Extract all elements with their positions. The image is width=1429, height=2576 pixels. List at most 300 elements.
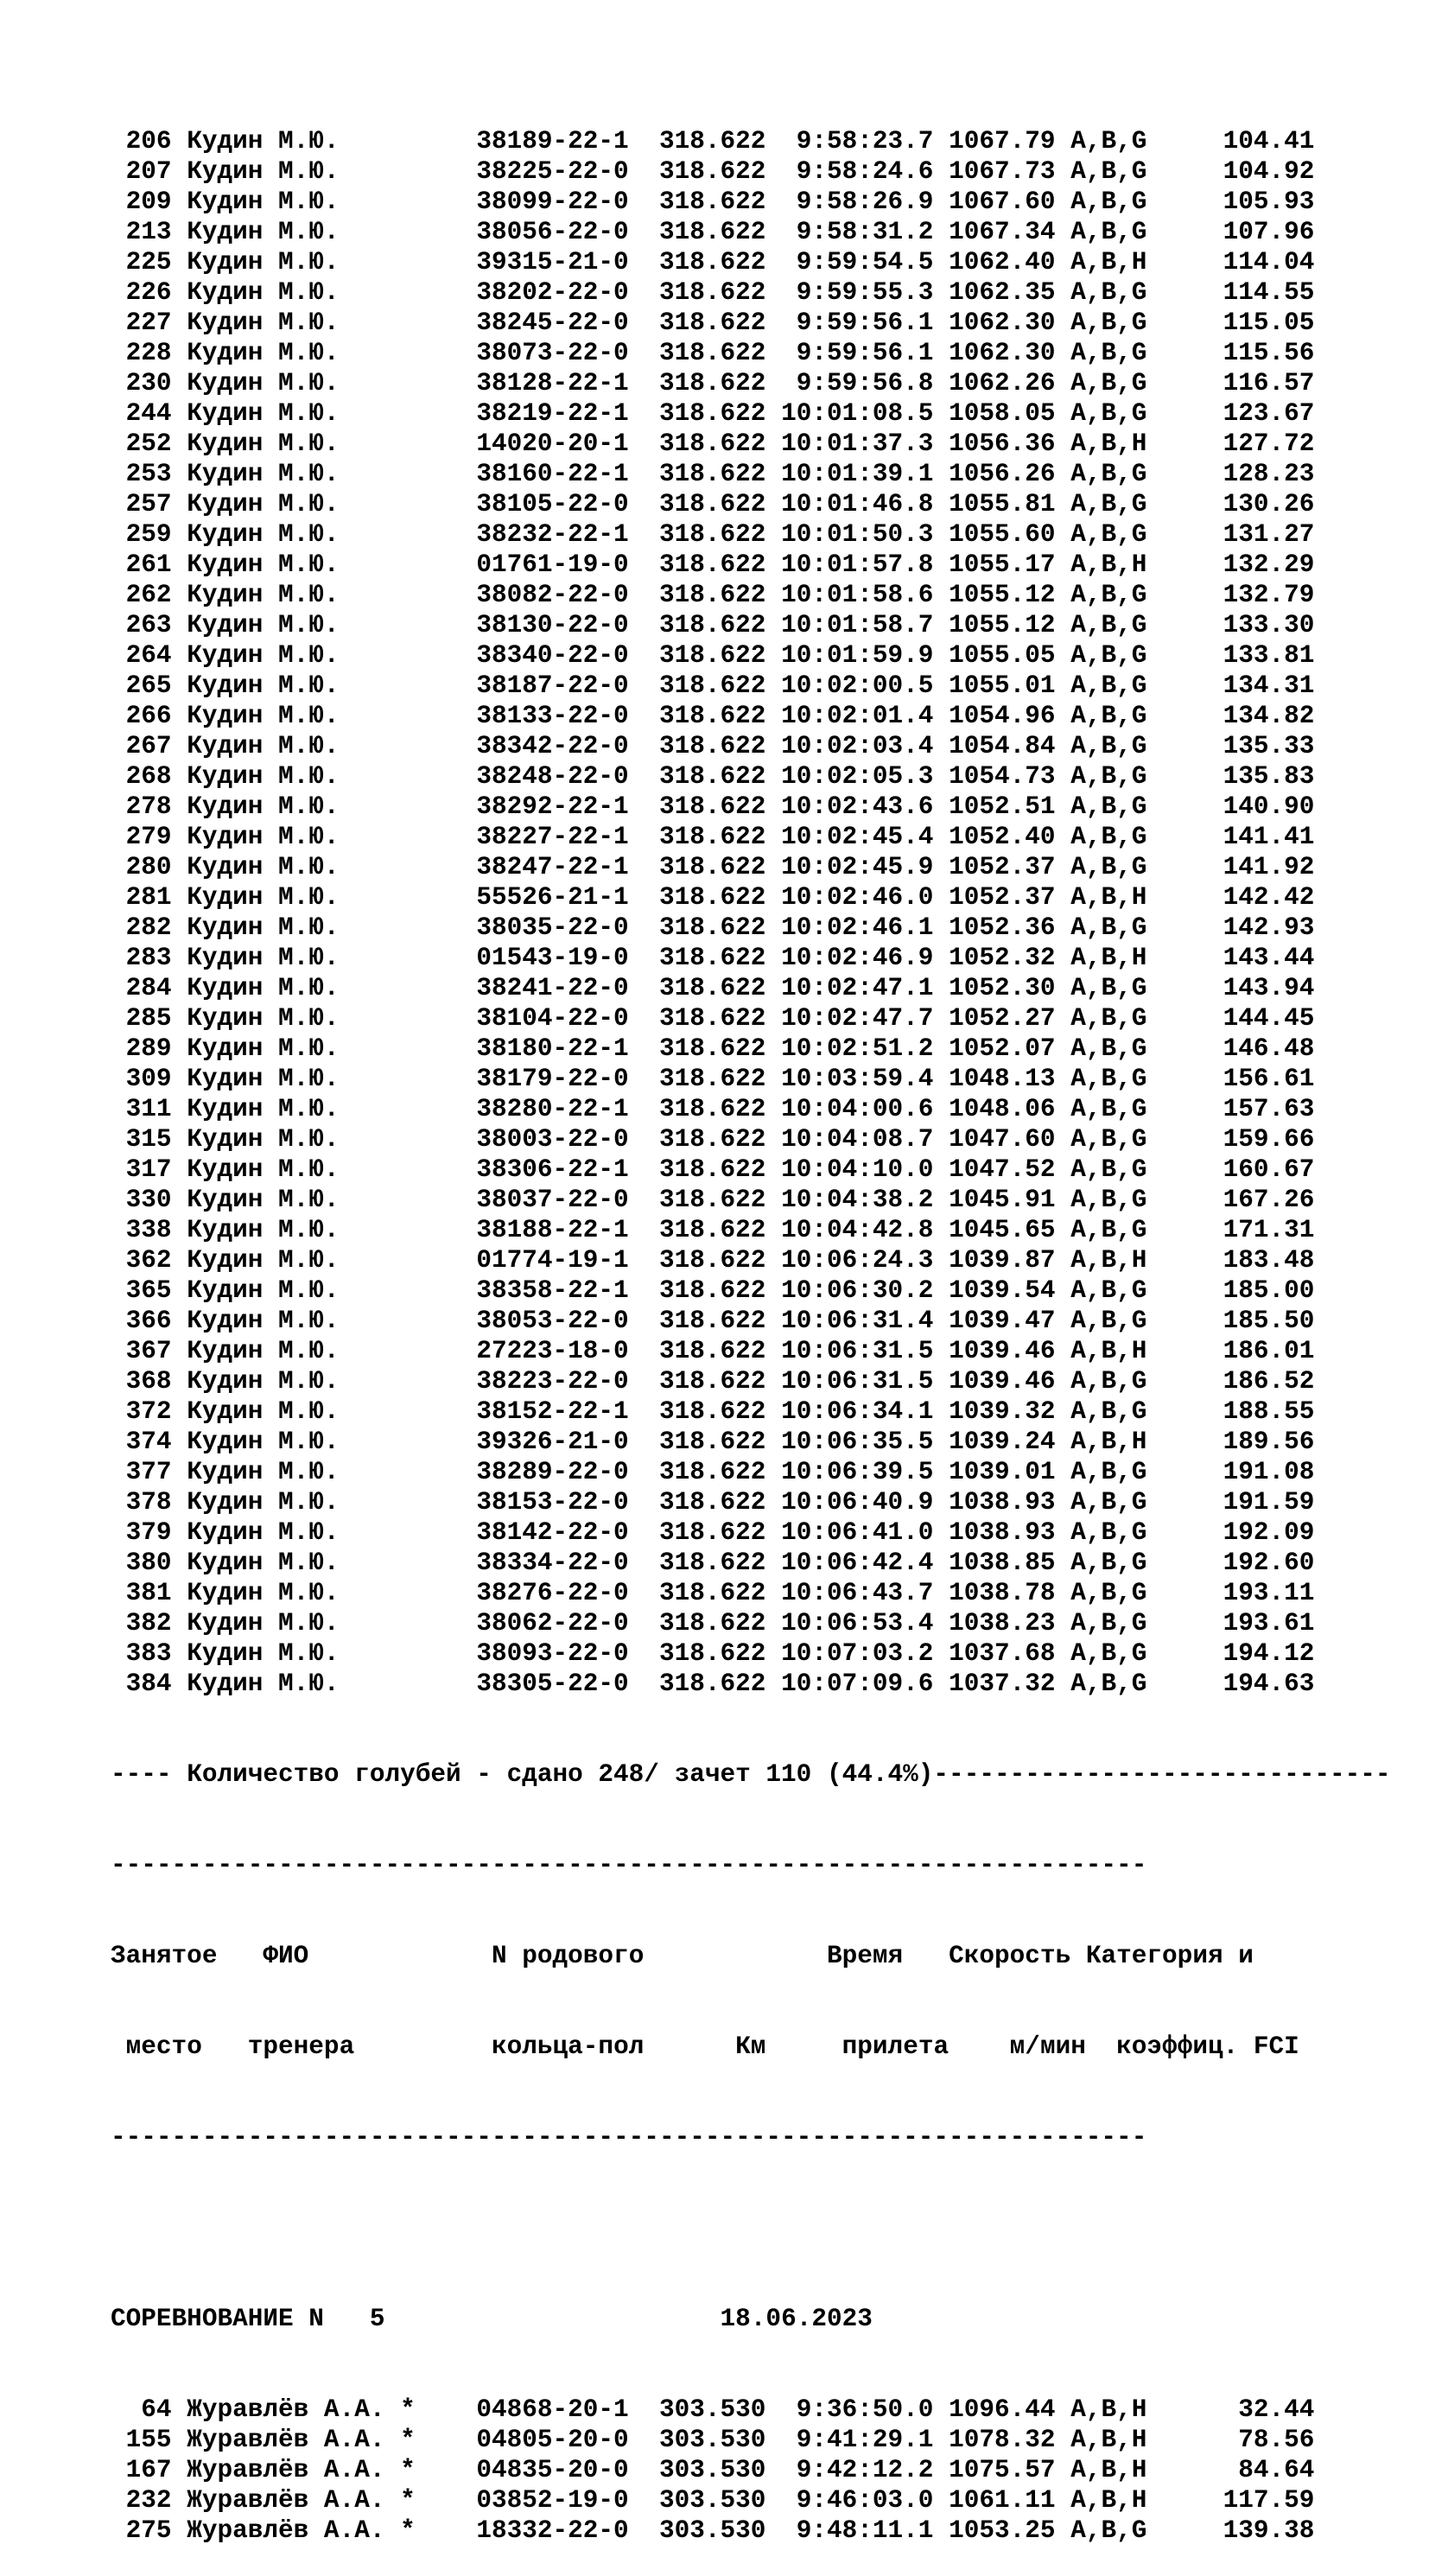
cell-time: 10:06:40.9: [765, 1488, 934, 1517]
cell-time: 10:06:41.0: [765, 1518, 934, 1547]
cell-category: A,B,H: [1055, 550, 1147, 579]
cell-category: A,B,G: [1055, 913, 1147, 942]
cell-ring: 18332-22-0: [476, 2516, 659, 2545]
cell-place: 263: [111, 611, 172, 639]
gap: [765, 2032, 842, 2061]
cell-ring: 38223-22-0: [476, 1367, 659, 1396]
cell-coef: 114.04: [1146, 248, 1315, 277]
cell-name: Кудин М.Ю.: [171, 369, 385, 398]
table-row: [111, 2425, 1407, 2455]
cell-speed: 1067.34: [933, 218, 1056, 246]
cell-name: Кудин М.Ю.: [171, 1095, 385, 1123]
gap: [903, 1942, 949, 1970]
cell-km: 318.622: [658, 460, 766, 488]
cell-km: 318.622: [658, 1609, 766, 1638]
table-row: [111, 1094, 1407, 1124]
cell-km: 318.622: [658, 308, 766, 337]
header-ring: N родового: [491, 1942, 645, 1970]
cell-time: 9:36:50.0: [765, 2395, 934, 2424]
table-row: [111, 308, 1407, 338]
cell-ring: 38093-22-0: [476, 1639, 659, 1668]
cell-coef: 78.56: [1146, 2426, 1315, 2454]
cell-km: 318.622: [658, 399, 766, 428]
cell-name: Кудин М.Ю.: [171, 853, 385, 881]
cell-speed: 1038.78: [933, 1579, 1056, 1607]
cell-place: 383: [111, 1639, 172, 1668]
table-row: [111, 1608, 1407, 1638]
cell-ring: 38248-22-0: [476, 762, 659, 791]
cell-ring: 39315-21-0: [476, 248, 659, 277]
cell-ring: 01774-19-1: [476, 1246, 659, 1275]
cell-speed: 1078.32: [933, 2426, 1056, 2454]
table-row: [111, 882, 1407, 913]
cell-place: 267: [111, 732, 172, 760]
cell-place: 285: [111, 1004, 172, 1033]
cell-mark: [384, 1579, 476, 1607]
cell-mark: [384, 792, 476, 821]
cell-coef: 185.00: [1146, 1276, 1315, 1305]
cell-speed: 1052.37: [933, 853, 1056, 881]
cell-name: Кудин М.Ю.: [171, 671, 385, 700]
cell-category: A,B,G: [1055, 1004, 1147, 1033]
cell-category: A,B,G: [1055, 1488, 1147, 1517]
header-ring-2: кольца-пол: [491, 2032, 645, 2061]
cell-ring: 38003-22-0: [476, 1125, 659, 1154]
table-row: [111, 247, 1407, 277]
cell-name: Кудин М.Ю.: [171, 883, 385, 912]
cell-place: 280: [111, 853, 172, 881]
table-row: [111, 943, 1407, 973]
cell-ring: 38160-22-1: [476, 460, 659, 488]
cell-ring: 38037-22-0: [476, 1186, 659, 1214]
table-row: [111, 973, 1407, 1003]
cell-category: A,B,G: [1055, 399, 1147, 428]
cell-speed: 1056.26: [933, 460, 1056, 488]
cell-time: 10:07:03.2: [765, 1639, 934, 1668]
cell-ring: 38187-22-0: [476, 671, 659, 700]
table-row: [111, 1124, 1407, 1154]
cell-place: 284: [111, 974, 172, 1002]
cell-category: A,B,G: [1055, 490, 1147, 518]
table-row: [111, 277, 1407, 308]
cell-category: A,B,H: [1055, 883, 1147, 912]
cell-time: 10:01:39.1: [765, 460, 934, 488]
cell-speed: 1055.17: [933, 550, 1056, 579]
cell-mark: [384, 702, 476, 730]
cell-name: Кудин М.Ю.: [171, 1216, 385, 1244]
cell-km: 318.622: [658, 157, 766, 186]
results-table-zhuravlev: [111, 2395, 1407, 2546]
cell-category: A,B,G: [1055, 641, 1147, 670]
cell-coef: 191.59: [1146, 1488, 1315, 1517]
cell-time: 9:41:29.1: [765, 2426, 934, 2454]
cell-km: 318.622: [658, 520, 766, 549]
cell-name: Кудин М.Ю.: [171, 732, 385, 760]
competition-label: СОРЕВНОВАНИЕ N: [111, 2305, 324, 2333]
cell-speed: 1061.11: [933, 2486, 1056, 2515]
table-row: [111, 368, 1407, 398]
cell-mark: [384, 1549, 476, 1577]
table-row: [111, 519, 1407, 550]
cell-name: Кудин М.Ю.: [171, 157, 385, 186]
gap: [111, 2032, 126, 2061]
cell-category: A,B,H: [1055, 429, 1147, 458]
cell-mark: [384, 883, 476, 912]
cell-time: 9:58:23.7: [765, 127, 934, 156]
cell-km: 318.622: [658, 1034, 766, 1063]
cell-category: A,B,H: [1055, 2456, 1147, 2484]
cell-name: Журавлёв А.А.: [171, 2395, 385, 2424]
cell-place: 384: [111, 1670, 172, 1698]
cell-mark: [384, 157, 476, 186]
cell-km: 303.530: [658, 2395, 766, 2424]
cell-mark: [384, 671, 476, 700]
cell-mark: [384, 1428, 476, 1456]
cell-time: 9:59:56.1: [765, 339, 934, 367]
cell-time: 10:06:24.3: [765, 1246, 934, 1275]
cell-km: 303.530: [658, 2486, 766, 2515]
cell-name: Кудин М.Ю.: [171, 581, 385, 609]
header-place: Занятое: [111, 1942, 218, 1970]
cell-category: A,B,G: [1055, 157, 1147, 186]
cell-mark: [384, 1307, 476, 1335]
cell-mark: [384, 369, 476, 398]
cell-ring: 38280-22-1: [476, 1095, 659, 1123]
cell-ring: 38056-22-0: [476, 218, 659, 246]
cell-coef: 186.52: [1146, 1367, 1315, 1396]
cell-name: Кудин М.Ю.: [171, 248, 385, 277]
cell-ring: 14020-20-1: [476, 429, 659, 458]
cell-category: A,B,G: [1055, 702, 1147, 730]
cell-time: 10:02:00.5: [765, 671, 934, 700]
cell-km: 318.622: [658, 853, 766, 881]
cell-time: 10:02:43.6: [765, 792, 934, 821]
cell-mark: *: [384, 2486, 477, 2515]
cell-name: Кудин М.Ю.: [171, 1125, 385, 1154]
cell-mark: [384, 490, 476, 518]
cell-coef: 134.82: [1146, 702, 1315, 730]
cell-category: A,B,G: [1055, 1125, 1147, 1154]
cell-coef: 116.57: [1146, 369, 1315, 398]
cell-coef: 146.48: [1146, 1034, 1315, 1063]
cell-ring: 38202-22-0: [476, 278, 659, 307]
cell-ring: 38062-22-0: [476, 1609, 659, 1638]
cell-km: 318.622: [658, 1125, 766, 1154]
cell-category: A,B,G: [1055, 1458, 1147, 1486]
cell-category: A,B,G: [1055, 1518, 1147, 1547]
header-speed: Скорость: [949, 1942, 1071, 1970]
cell-ring: 38104-22-0: [476, 1004, 659, 1033]
cell-name: Кудин М.Ю.: [171, 1065, 385, 1093]
cell-ring: 38219-22-1: [476, 399, 659, 428]
cell-category: A,B,H: [1055, 248, 1147, 277]
cell-km: 318.622: [658, 1337, 766, 1365]
gap: [644, 1942, 827, 1970]
cell-km: 318.622: [658, 429, 766, 458]
gap: [1086, 2032, 1116, 2061]
table-row: [111, 1366, 1407, 1396]
cell-place: 227: [111, 308, 172, 337]
cell-ring: 38227-22-1: [476, 823, 659, 851]
cell-name: Кудин М.Ю.: [171, 218, 385, 246]
cell-km: 318.622: [658, 1549, 766, 1577]
cell-speed: 1048.13: [933, 1065, 1056, 1093]
cell-mark: [384, 1246, 476, 1275]
cell-coef: 157.63: [1146, 1095, 1315, 1123]
cell-mark: [384, 1186, 476, 1214]
cell-km: 318.622: [658, 127, 766, 156]
header-coef: коэффиц.: [1116, 2032, 1239, 2061]
table-row: [111, 338, 1407, 368]
cell-time: 9:58:26.9: [765, 188, 934, 216]
cell-name: Кудин М.Ю.: [171, 913, 385, 942]
cell-place: 315: [111, 1125, 172, 1154]
cell-coef: 183.48: [1146, 1246, 1315, 1275]
cell-coef: 135.33: [1146, 732, 1315, 760]
cell-coef: 144.45: [1146, 1004, 1315, 1033]
cell-mark: [384, 1518, 476, 1547]
table-row: [111, 1306, 1407, 1336]
cell-km: 303.530: [658, 2426, 766, 2454]
cell-time: 9:59:56.1: [765, 308, 934, 337]
cell-name: Кудин М.Ю.: [171, 188, 385, 216]
cell-km: 318.622: [658, 248, 766, 277]
cell-mark: *: [384, 2395, 477, 2424]
cell-speed: 1039.01: [933, 1458, 1056, 1486]
cell-category: A,B,G: [1055, 369, 1147, 398]
cell-km: 318.622: [658, 1670, 766, 1698]
competition-date: 18.06.2023: [720, 2305, 873, 2333]
cell-time: 10:01:57.8: [765, 550, 934, 579]
cell-coef: 139.38: [1146, 2516, 1315, 2545]
cell-name: Кудин М.Ю.: [171, 1367, 385, 1396]
cell-coef: 143.94: [1146, 974, 1315, 1002]
cell-speed: 1038.93: [933, 1518, 1056, 1547]
cell-time: 10:02:46.9: [765, 944, 934, 972]
summary-text: Количество голубей - сдано 248/ зачет 110 (44.4%): [187, 1760, 934, 1789]
cell-category: A,B,G: [1055, 611, 1147, 639]
table-row: [111, 1336, 1407, 1366]
cell-place: 379: [111, 1518, 172, 1547]
cell-time: 10:04:00.6: [765, 1095, 934, 1123]
cell-mark: [384, 308, 476, 337]
cell-km: 318.622: [658, 218, 766, 246]
cell-place: 382: [111, 1609, 172, 1638]
cell-coef: 132.79: [1146, 581, 1315, 609]
cell-time: 10:04:38.2: [765, 1186, 934, 1214]
competition-heading: [111, 2304, 1407, 2334]
cell-ring: 38152-22-1: [476, 1397, 659, 1426]
cell-time: 10:06:43.7: [765, 1579, 934, 1607]
cell-ring: 38342-22-0: [476, 732, 659, 760]
cell-category: A,B,G: [1055, 127, 1147, 156]
cell-coef: 142.93: [1146, 913, 1315, 942]
cell-category: A,B,G: [1055, 762, 1147, 791]
cell-place: 380: [111, 1549, 172, 1577]
cell-place: 209: [111, 188, 172, 216]
summary-line: ---- Количество голубей - сдано 248/ зачет 110 (44.4%)------------------------------: [111, 1760, 1391, 1789]
cell-speed: 1037.32: [933, 1670, 1056, 1698]
table-row: [111, 761, 1407, 792]
cell-category: A,B,G: [1055, 188, 1147, 216]
cell-name: Кудин М.Ю.: [171, 1034, 385, 1063]
cell-time: 9:58:24.6: [765, 157, 934, 186]
cell-name: Кудин М.Ю.: [171, 974, 385, 1002]
cell-mark: [384, 218, 476, 246]
cell-time: 10:02:46.1: [765, 913, 934, 942]
header-km: Км: [735, 2032, 766, 2061]
cell-name: Кудин М.Ю.: [171, 1670, 385, 1698]
cell-category: A,B,G: [1055, 1307, 1147, 1335]
cell-speed: 1039.46: [933, 1337, 1056, 1365]
table-row: [111, 610, 1407, 640]
table-row: [111, 701, 1407, 731]
cell-place: 381: [111, 1579, 172, 1607]
cell-place: 330: [111, 1186, 172, 1214]
cell-name: Кудин М.Ю.: [171, 1397, 385, 1426]
cell-category: A,B,G: [1055, 853, 1147, 881]
cell-coef: 192.09: [1146, 1518, 1315, 1547]
cell-category: A,B,G: [1055, 1186, 1147, 1214]
cell-time: 10:07:09.6: [765, 1670, 934, 1698]
cell-speed: 1055.60: [933, 520, 1056, 549]
results-table-kudin: [111, 126, 1407, 1699]
cell-mark: [384, 1216, 476, 1244]
cell-ring: 04835-20-0: [476, 2456, 659, 2484]
cell-speed: 1039.24: [933, 1428, 1056, 1456]
table-row: [111, 126, 1407, 156]
header-time: Время: [827, 1942, 904, 1970]
cell-name: Кудин М.Ю.: [171, 1004, 385, 1033]
cell-coef: 193.11: [1146, 1579, 1315, 1607]
cell-mark: [384, 188, 476, 216]
table-row: [111, 2516, 1407, 2546]
cell-mark: [384, 1670, 476, 1698]
cell-mark: [384, 762, 476, 791]
cell-coef: 104.92: [1146, 157, 1315, 186]
cell-time: 10:02:03.4: [765, 732, 934, 760]
cell-time: 10:03:59.4: [765, 1065, 934, 1093]
cell-place: 213: [111, 218, 172, 246]
cell-category: A,B,H: [1055, 1428, 1147, 1456]
cell-mark: [384, 1034, 476, 1063]
table-row: [111, 1185, 1407, 1215]
cell-mark: [384, 550, 476, 579]
cell-category: A,B,G: [1055, 2516, 1147, 2545]
cell-mark: [384, 1065, 476, 1093]
cell-name: Кудин М.Ю.: [171, 520, 385, 549]
cell-km: 318.622: [658, 369, 766, 398]
cell-coef: 123.67: [1146, 399, 1315, 428]
cell-km: 318.622: [658, 1246, 766, 1275]
cell-time: 10:02:01.4: [765, 702, 934, 730]
cell-place: 372: [111, 1397, 172, 1426]
table-row: [111, 1275, 1407, 1306]
cell-place: 207: [111, 157, 172, 186]
cell-speed: 1062.26: [933, 369, 1056, 398]
cell-km: 318.622: [658, 732, 766, 760]
cell-ring: 38180-22-1: [476, 1034, 659, 1063]
cell-place: 282: [111, 913, 172, 942]
cell-name: Кудин М.Ю.: [171, 1458, 385, 1486]
cell-place: 378: [111, 1488, 172, 1517]
gap: [644, 2032, 735, 2061]
table-row: [111, 156, 1407, 187]
cell-mark: [384, 429, 476, 458]
cell-name: Кудин М.Ю.: [171, 1639, 385, 1668]
cell-speed: 1054.84: [933, 732, 1056, 760]
cell-category: A,B,G: [1055, 308, 1147, 337]
cell-speed: 1075.57: [933, 2456, 1056, 2484]
cell-mark: [384, 1276, 476, 1305]
cell-speed: 1052.30: [933, 974, 1056, 1002]
cell-place: 374: [111, 1428, 172, 1456]
cell-km: 318.622: [658, 762, 766, 791]
cell-speed: 1039.87: [933, 1246, 1056, 1275]
table-row: [111, 1487, 1407, 1517]
cell-ring: 01761-19-0: [476, 550, 659, 579]
cell-place: 230: [111, 369, 172, 398]
cell-category: A,B,H: [1055, 1337, 1147, 1365]
cell-time: 10:02:47.1: [765, 974, 934, 1002]
cell-place: 259: [111, 520, 172, 549]
cell-km: 318.622: [658, 1458, 766, 1486]
cell-speed: 1055.01: [933, 671, 1056, 700]
table-row: [111, 822, 1407, 852]
table-row: [111, 1064, 1407, 1094]
cell-place: 226: [111, 278, 172, 307]
cell-km: 318.622: [658, 1639, 766, 1668]
cell-coef: 32.44: [1146, 2395, 1315, 2424]
cell-speed: 1052.32: [933, 944, 1056, 972]
table-row: [111, 1245, 1407, 1275]
cell-time: 9:59:56.8: [765, 369, 934, 398]
table-row: [111, 1154, 1407, 1185]
cell-speed: 1047.52: [933, 1155, 1056, 1184]
cell-ring: 39326-21-0: [476, 1428, 659, 1456]
table-row: [111, 2395, 1407, 2425]
cell-name: Кудин М.Ю.: [171, 641, 385, 670]
cell-coef: 134.31: [1146, 671, 1315, 700]
gap: [217, 1942, 263, 1970]
cell-ring: 38292-22-1: [476, 792, 659, 821]
cell-mark: [384, 1458, 476, 1486]
cell-time: 10:02:45.4: [765, 823, 934, 851]
cell-mark: [384, 1125, 476, 1154]
cell-km: 318.622: [658, 1065, 766, 1093]
cell-place: 362: [111, 1246, 172, 1275]
table-row: [111, 792, 1407, 822]
table-row: [111, 1638, 1407, 1669]
cell-ring: 38334-22-0: [476, 1549, 659, 1577]
cell-ring: 38153-22-0: [476, 1488, 659, 1517]
cell-mark: [384, 853, 476, 881]
cell-speed: 1067.79: [933, 127, 1056, 156]
cell-coef: 159.66: [1146, 1125, 1315, 1154]
cell-speed: 1048.06: [933, 1095, 1056, 1123]
cell-speed: 1039.54: [933, 1276, 1056, 1305]
cell-coef: 133.81: [1146, 641, 1315, 670]
cell-speed: 1038.23: [933, 1609, 1056, 1638]
table-row: [111, 1427, 1407, 1457]
cell-mark: [384, 974, 476, 1002]
cell-km: 318.622: [658, 1155, 766, 1184]
cell-coef: 115.05: [1146, 308, 1315, 337]
table-row: [111, 217, 1407, 247]
cell-category: A,B,G: [1055, 1639, 1147, 1668]
cell-place: 262: [111, 581, 172, 609]
cell-category: A,B,H: [1055, 1246, 1147, 1275]
